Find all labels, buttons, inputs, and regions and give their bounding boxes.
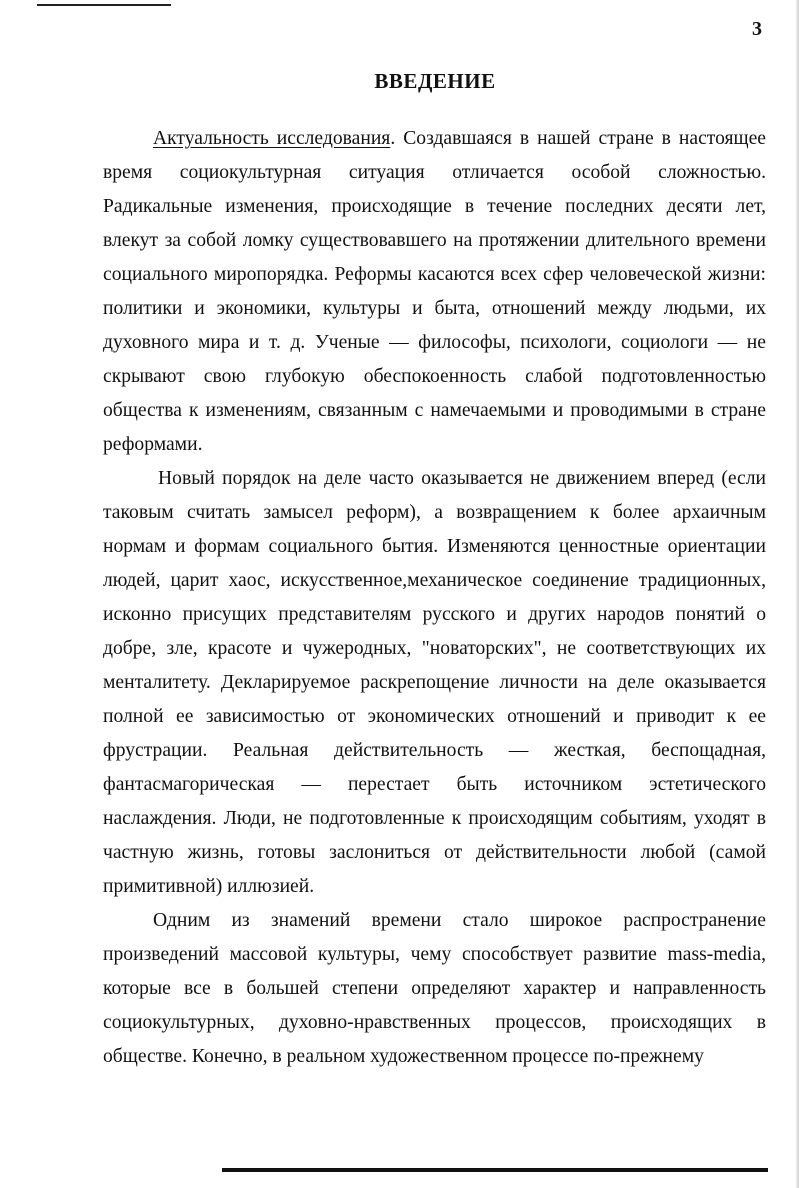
- body-text: [103, 122, 766, 1074]
- paragraph-mass-culture: Одним из знамений времени стало широкое распространение произведений массовой культуры, чему способствует развитие mass-media, которые все в большей степени определяют характер и направленность социокультурных, духовно-нравственных процессов, происходящих в обществе. Конечно, в реальном художественном процессе по-прежнему: [103, 910, 766, 1067]
- scan-right-edge-shadow: [795, 0, 799, 1188]
- page-heading: ВВЕДЕНИЕ: [374, 69, 496, 94]
- relevance-lead-term: Актуальность исследования: [153, 128, 391, 149]
- paragraph-text: . Создавшаяся в нашей стране в настоящее время социокультурная ситуация отличается особой сложностью. Радикальные изменения, происходящие в течение последних десяти лет, влекут за собой ломку существовавшего на протяжении длительного времени социального миропорядка. Реформы касаются всех сфер человеческой жизни: политики и экономики, культуры и быта, отношений между людьми, их духовного мира и т. д. Ученые — философы, психологи, социологи — не скрывают свою глубокую обеспокоенность слабой подготовленностью общества к изменениям, связанным с намечаемыми и проводимыми в стране реформами.: [103, 128, 766, 455]
- paragraph-new-order: Новый порядок на деле часто оказывается не движением вперед (если таковым считать замысел реформ), а возвращением к более архаичным нормам и формам социального бытия. Изменяются ценностные ориентации людей, царит хаос, искусственное,механическое соединение традиционных, исконно присущих представителям русского и других народов понятий о добре, зле, красоте и чужеродных, "новаторских", не соответствующих их менталитету. Декларируемое раскрепощение личности на деле оказывается полной ее зависимостью от экономических отношений и приводит к ее фрустрации. Реальная действительность — жесткая, беспощадная, фантасмагорическая — перестает быть источником эстетического наслаждения. Люди, не подготовленные к происходящим событиям, уходят в частную жизнь, готовы заслониться от действительности любой (самой примитивной) иллюзией.: [103, 468, 766, 897]
- scan-top-edge-line: [37, 4, 171, 6]
- page-number: 3: [752, 18, 762, 40]
- paragraph-relevance: [103, 122, 766, 462]
- scan-bottom-edge-line: [222, 1168, 768, 1172]
